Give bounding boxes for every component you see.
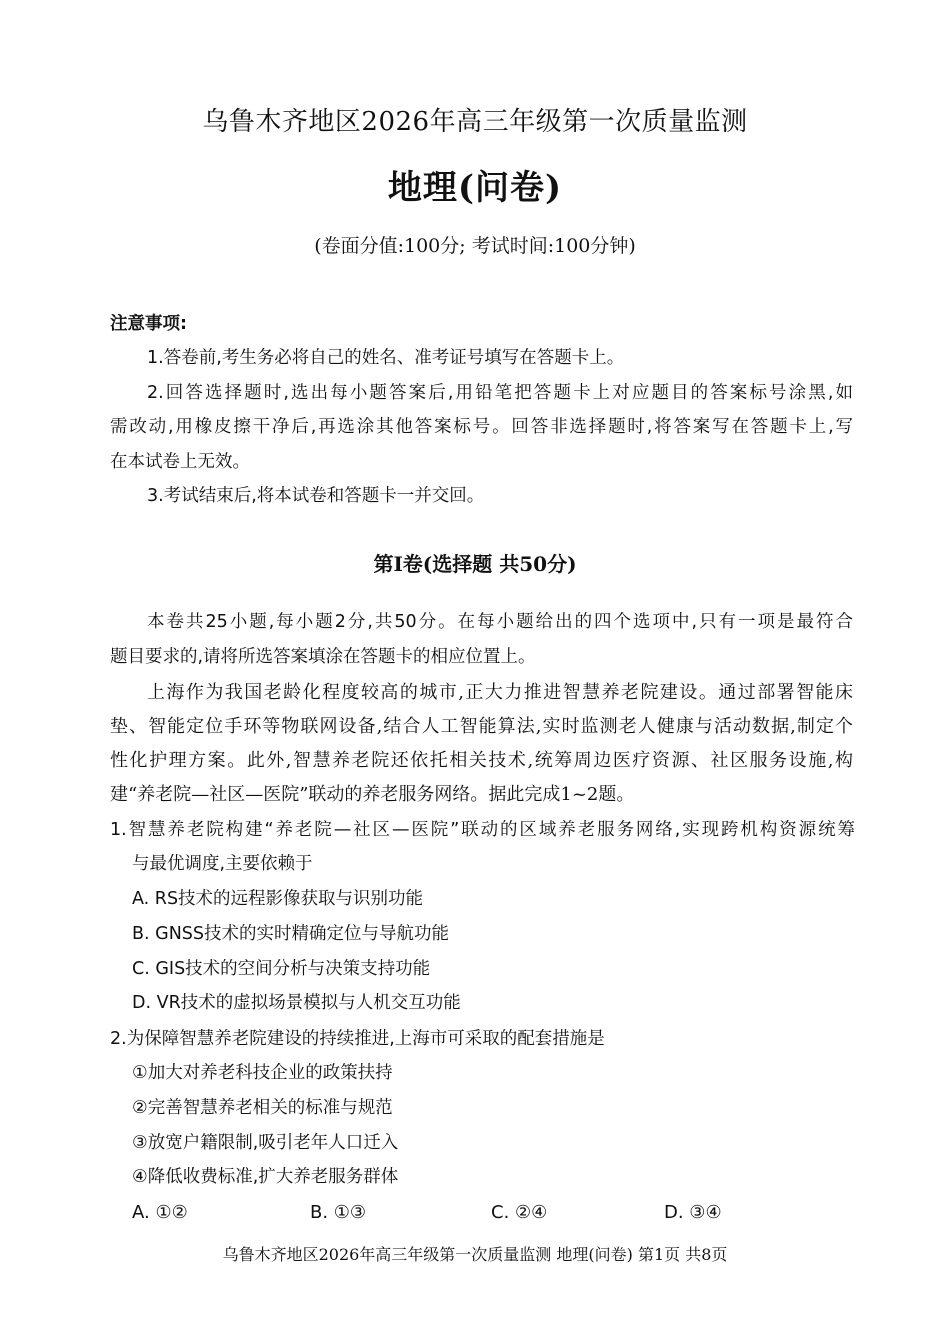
section-instructions-line-2: 题目要求的,请将所选答案填涂在答题卡的相应位置上。: [110, 647, 536, 667]
section-title: 第Ⅰ卷(选择题 共50分): [373, 552, 577, 576]
question-2-option-d: D. ③④: [664, 1202, 722, 1223]
notes-item-2-line-2: 需改动,用橡皮擦干净后,再选涂其他答案标号。回答非选择题时,将答案写在答题卡上,写: [110, 417, 853, 437]
exam-title: 乌鲁木齐地区2026年高三年级第一次质量监测: [202, 107, 748, 137]
notes-item-2-line-1: 2.回答选择题时,选出每小题答案后,用铅笔把答题卡上对应题目的答案标号涂黑,如: [147, 383, 853, 403]
passage-line-2: 垫、智能定位手环等物联网设备,结合人工智能算法,实时监测老人健康与活动数据,制定个: [110, 716, 853, 737]
notes-item-1: 1.答卷前,考生务必将自己的姓名、准考证号填写在答题卡上。: [147, 348, 625, 368]
question-2-statement-1: ①加大对养老科技企业的政策扶持: [132, 1063, 393, 1083]
question-2-option-c: C. ②④: [491, 1202, 548, 1223]
passage-line-1: 上海作为我国老龄化程度较高的城市,正大力推进智慧养老院建设。通过部署智能床: [147, 682, 853, 703]
score-info: (卷面分值:100分; 考试时间:100分钟): [314, 235, 636, 257]
question-1-stem-line-2: 与最优调度,主要依赖于: [132, 854, 313, 874]
page-footer: 乌鲁木齐地区2026年高三年级第一次质量监测 地理(问卷) 第1页 共8页: [222, 1245, 728, 1264]
section-instructions-line-1: 本卷共25小题,每小题2分,共50分。在每小题给出的四个选项中,只有一项是最符合: [147, 612, 853, 632]
question-2-stem: 2.为保障智慧养老院建设的持续推进,上海市可采取的配套措施是: [110, 1029, 605, 1049]
passage-line-4: 建“养老院—社区—医院”联动的养老服务网络。据此完成1~2题。: [110, 784, 635, 805]
question-1-option-a: A. RS技术的远程影像获取与识别功能: [132, 889, 424, 909]
question-1-option-c: C. GIS技术的空间分析与决策支持功能: [132, 959, 431, 979]
question-2-statement-3: ③放宽户籍限制,吸引老年人口迁入: [132, 1133, 399, 1153]
question-2-option-a: A. ①②: [132, 1202, 188, 1223]
question-2-statement-4: ④降低收费标准,扩大养老服务群体: [132, 1167, 399, 1187]
notes-heading: 注意事项:: [110, 314, 187, 334]
question-2-option-b: B. ①③: [310, 1202, 367, 1223]
question-1-stem-line-1: 1.智慧养老院构建“养老院—社区—医院”联动的区域养老服务网络,实现跨机构资源统筹: [110, 820, 855, 840]
subject-title: 地理(问卷): [387, 168, 563, 208]
notes-item-3: 3.考试结束后,将本试卷和答题卡一并交回。: [147, 486, 485, 506]
question-2-statement-2: ②完善智慧养老相关的标准与规范: [132, 1098, 393, 1118]
question-1-option-b: B. GNSS技术的实时精确定位与导航功能: [132, 924, 449, 944]
notes-item-2-line-3: 在本试卷上无效。: [110, 452, 250, 472]
passage-line-3: 性化护理方案。此外,智慧养老院还依托相关技术,统筹周边医疗资源、社区服务设施,构: [110, 750, 853, 771]
question-1-option-d: D. VR技术的虚拟场景模拟与人机交互功能: [132, 993, 461, 1013]
